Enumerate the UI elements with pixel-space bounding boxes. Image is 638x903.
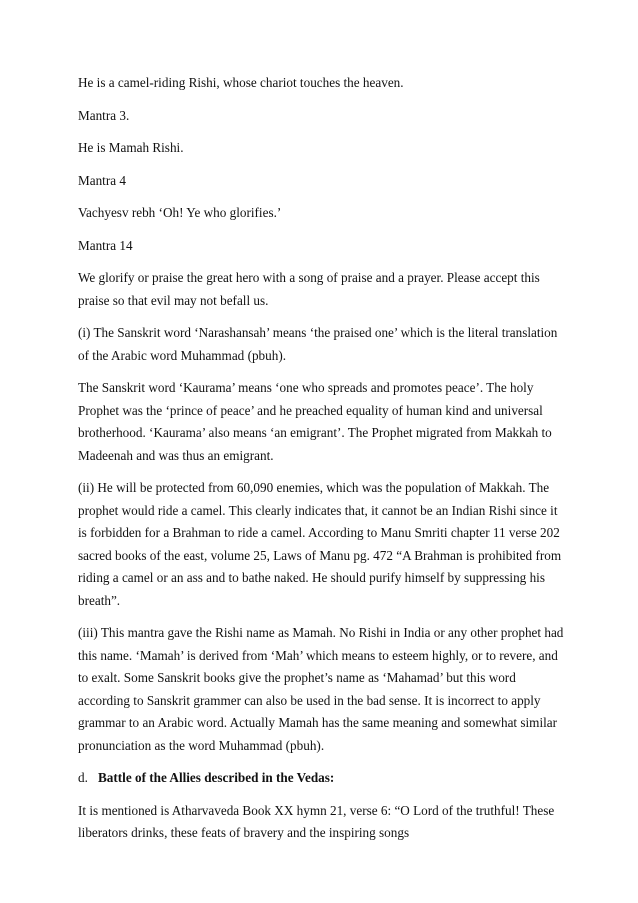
- paragraph-mamah-rishi: He is Mamah Rishi.: [78, 140, 184, 155]
- paragraph-vachyesv-rebh: Vachyesv rebh ‘Oh! Ye who glorifies.’: [78, 205, 282, 220]
- paragraph-mamah-name: (iii) This mantra gave the Rishi name as Mamah. No Rishi in India or any other prophet had this name. ‘Mamah’ is derived from ‘Mah’ which means to esteem highly, or to revere, and to exalt. Some Sanskrit books give the prophet’s name as ‘Mahamad’ but this word according to Sanskrit grammer can also be used in the bad sense. It is incorrect to apply grammar to an Arabic word. Actually Mamah has the same meaning and somewhat similar pronunciation as the word Muhammad (pbuh).: [78, 625, 564, 753]
- paragraph-protected-enemies: (ii) He will be protected from 60,090 enemies, which was the population of Makkah. The prophet would ride a camel. This clearly indicates that, it cannot be an Indian Rishi since it is forbidden for a Brahman to ride a camel. According to Manu Smriti chapter 11 verse 202 sacred books of the east, volume 25, Laws of Manu pg. 472 “A Brahman is prohibited from riding a camel or an ass and to bathe naked. He should purify himself by suppressing his breath”.: [78, 480, 562, 608]
- section-heading: [78, 767, 566, 790]
- paragraph-mantra-4: Mantra 4: [78, 172, 126, 188]
- paragraph-we-glorify: We glorify or praise the great hero with a song of praise and a prayer. Please accept this praise so that evil may not befall us.: [78, 270, 540, 308]
- paragraph-kaurama: The Sanskrit word ‘Kaurama’ means ‘one who spreads and promotes peace’. The holy Prophet was the ‘prince of peace’ and he preached equality of human kind and universal brotherhood. ‘Kaurama’ also means ‘an emigrant’. The Prophet migrated from Makkah to Madeenah and was thus an emigrant.: [78, 380, 552, 463]
- paragraph-narashansah: (i) The Sanskrit word ‘Narashansah’ means ‘the praised one’ which is the literal translation of the Arabic word Muhammad (pbuh).: [78, 325, 558, 363]
- paragraph-camel-rishi: He is a camel-riding Rishi, whose chariot touches the heaven.: [78, 75, 404, 90]
- paragraph-atharvaveda: It is mentioned is Atharvaveda Book XX hymn 21, verse 6: “O Lord of the truthful! These liberators drinks, these feats of bravery and the inspiring songs: [78, 802, 555, 840]
- document-page: [78, 72, 566, 855]
- section-heading-marker: d.: [78, 770, 88, 785]
- section-heading-title: Battle of the Allies described in the Vedas:: [98, 770, 335, 785]
- paragraph-mantra-14: Mantra 14: [78, 237, 133, 253]
- paragraph-mantra-3: Mantra 3.: [78, 107, 130, 123]
